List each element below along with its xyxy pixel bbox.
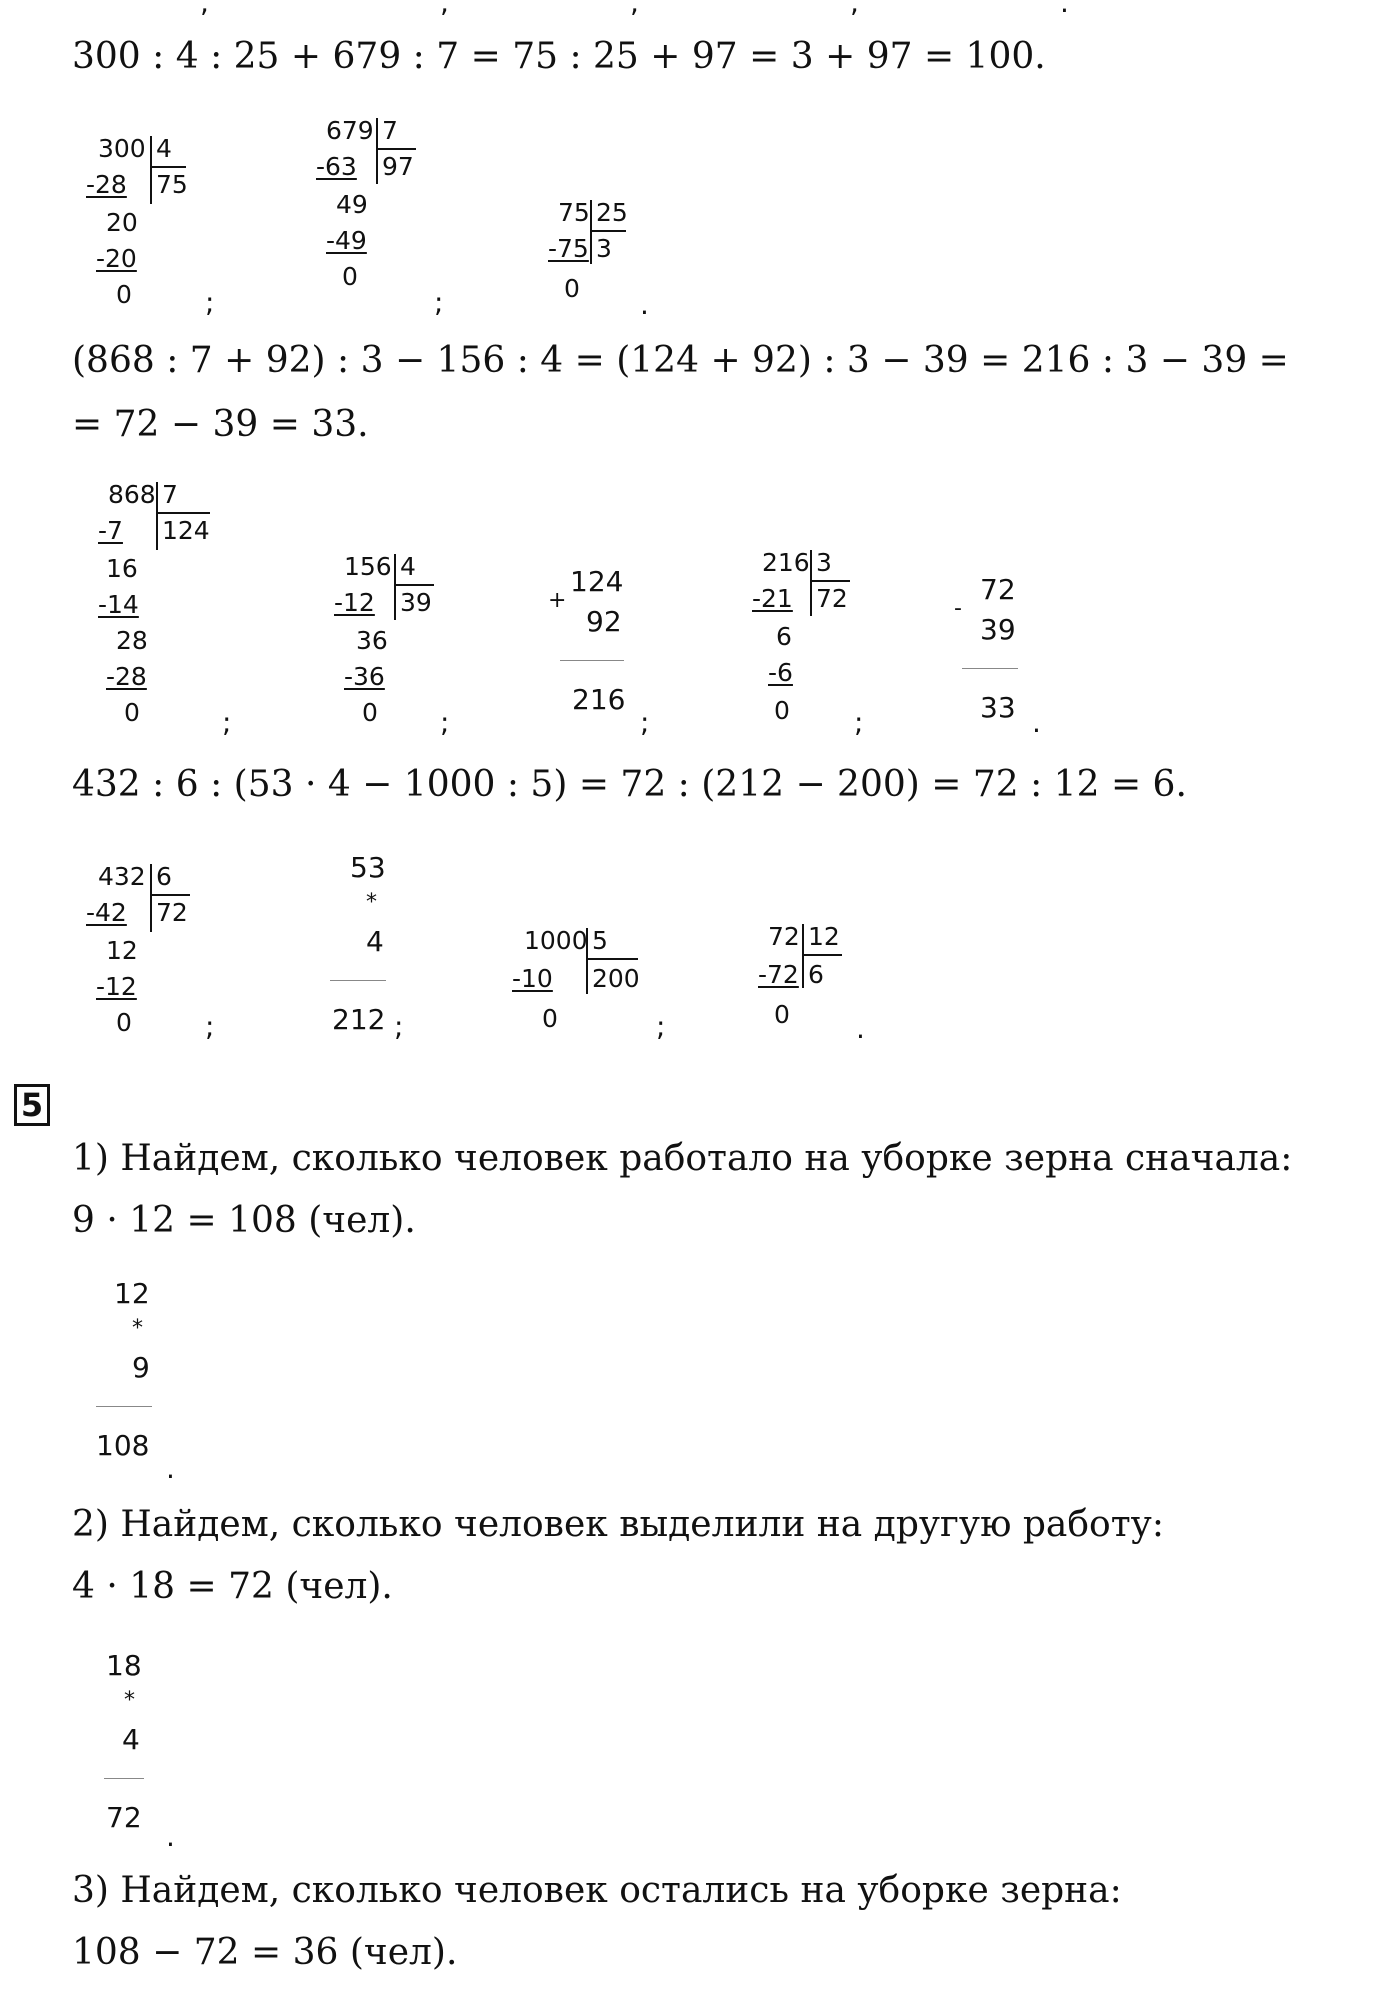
divisor-line bbox=[394, 584, 434, 586]
sum-line bbox=[560, 660, 624, 661]
equation-3: 432 : 6 : (53 · 4 − 1000 : 5) = 72 : (212 − 200) = 72 : 12 = 6. bbox=[72, 764, 1187, 805]
dividend: 300 bbox=[98, 134, 146, 163]
separator: ; bbox=[440, 706, 450, 739]
quotient: 6 bbox=[808, 960, 824, 989]
divisor: 4 bbox=[400, 552, 416, 581]
separator: ; bbox=[434, 286, 444, 319]
quotient: 97 bbox=[382, 152, 414, 181]
product: 212 bbox=[332, 1003, 386, 1036]
subtrahend: -21 bbox=[752, 584, 793, 613]
remainder: 49 bbox=[336, 190, 368, 219]
remainder: 0 bbox=[342, 262, 358, 291]
remainder: 0 bbox=[564, 274, 580, 303]
remainder: 0 bbox=[542, 1004, 558, 1033]
divisor-line bbox=[810, 580, 850, 582]
step-3-equation: 108 − 72 = 36 (чел). bbox=[72, 1932, 458, 1973]
top-fragment: , bbox=[440, 0, 449, 19]
remainder: 12 bbox=[106, 936, 138, 965]
division-bar bbox=[150, 864, 152, 932]
equation-2a: (868 : 7 + 92) : 3 − 156 : 4 = (124 + 92) : 3 − 39 = 216 : 3 − 39 = bbox=[72, 340, 1289, 381]
divisor: 3 bbox=[816, 548, 832, 577]
remainder: 16 bbox=[106, 554, 138, 583]
step-2-equation: 4 · 18 = 72 (чел). bbox=[72, 1566, 393, 1607]
subtrahend: -36 bbox=[344, 662, 385, 691]
subtrahend: -20 bbox=[96, 244, 137, 273]
division-bar bbox=[810, 550, 812, 616]
separator: ; bbox=[205, 286, 215, 319]
separator: . bbox=[166, 1820, 175, 1853]
division-bar bbox=[590, 200, 592, 264]
step-3-text: 3) Найдем, сколько человек остались на уборке зерна: bbox=[72, 1870, 1122, 1911]
multiplicand: 12 bbox=[114, 1277, 150, 1310]
division-bar bbox=[156, 482, 158, 550]
dividend: 216 bbox=[762, 548, 810, 577]
remainder: 0 bbox=[774, 696, 790, 725]
dividend: 679 bbox=[326, 116, 374, 145]
multiplier: 4 bbox=[122, 1723, 140, 1756]
subtrahend: 39 bbox=[980, 613, 1016, 646]
subtrahend: -10 bbox=[512, 964, 553, 993]
remainder: 0 bbox=[124, 698, 140, 727]
quotient: 200 bbox=[592, 964, 640, 993]
dividend: 432 bbox=[98, 862, 146, 891]
remainder: 6 bbox=[776, 622, 792, 651]
subtrahend: -42 bbox=[86, 898, 127, 927]
separator: ; bbox=[205, 1010, 215, 1043]
subtrahend: -49 bbox=[326, 226, 367, 255]
quotient: 39 bbox=[400, 588, 432, 617]
product-line bbox=[96, 1406, 152, 1407]
top-fragment: , bbox=[200, 0, 209, 19]
subtrahend: -28 bbox=[86, 170, 127, 199]
step-1-text: 1) Найдем, сколько человек работало на уборке зерна сначала: bbox=[72, 1138, 1293, 1179]
subtrahend: -7 bbox=[98, 516, 123, 545]
subtrahend: -75 bbox=[548, 234, 589, 263]
quotient: 72 bbox=[156, 898, 188, 927]
difference: 33 bbox=[980, 691, 1016, 724]
remainder: 0 bbox=[116, 1008, 132, 1037]
product-line bbox=[330, 980, 386, 981]
separator: . bbox=[856, 1012, 865, 1045]
dividend: 75 bbox=[558, 198, 590, 227]
quotient: 75 bbox=[156, 170, 188, 199]
quotient: 124 bbox=[162, 516, 210, 545]
task-number-badge: 5 bbox=[14, 1084, 50, 1126]
multiply-sign: * bbox=[132, 1316, 143, 1341]
subtrahend: -63 bbox=[316, 152, 357, 181]
divisor-line bbox=[376, 148, 416, 150]
product: 108 bbox=[96, 1429, 150, 1462]
multiplier: 9 bbox=[132, 1351, 150, 1384]
remainder: 0 bbox=[116, 280, 132, 309]
divisor: 25 bbox=[596, 198, 628, 227]
plus-sign: + bbox=[548, 588, 567, 613]
divisor: 7 bbox=[162, 480, 178, 509]
divisor-line bbox=[156, 512, 210, 514]
top-fragment: , bbox=[850, 0, 859, 19]
addend: 124 bbox=[570, 565, 624, 598]
separator: . bbox=[640, 288, 649, 321]
remainder: 20 bbox=[106, 208, 138, 237]
divisor: 7 bbox=[382, 116, 398, 145]
step-2-text: 2) Найдем, сколько человек выделили на другую работу: bbox=[72, 1504, 1164, 1545]
difference-line bbox=[962, 668, 1018, 669]
multiply-sign: * bbox=[366, 890, 377, 915]
divisor: 6 bbox=[156, 862, 172, 891]
divisor: 4 bbox=[156, 134, 172, 163]
quotient: 72 bbox=[816, 584, 848, 613]
subtrahend: -72 bbox=[758, 960, 799, 989]
division-bar bbox=[802, 924, 804, 988]
separator: . bbox=[166, 1452, 175, 1485]
remainder: 36 bbox=[356, 626, 388, 655]
division-bar bbox=[150, 166, 152, 204]
subtrahend: -14 bbox=[98, 590, 139, 619]
remainder: 0 bbox=[774, 1000, 790, 1029]
addend: 92 bbox=[586, 605, 622, 638]
separator: ; bbox=[640, 706, 650, 739]
remainder: 0 bbox=[362, 698, 378, 727]
multiply-sign: * bbox=[124, 1688, 135, 1713]
separator: . bbox=[1032, 706, 1041, 739]
separator: ; bbox=[656, 1010, 666, 1043]
minus-sign: - bbox=[954, 596, 962, 621]
separator: ; bbox=[394, 1010, 404, 1043]
remainder: 28 bbox=[116, 626, 148, 655]
subtrahend: -6 bbox=[768, 658, 793, 687]
minuend: 72 bbox=[980, 573, 1016, 606]
equation-1: 300 : 4 : 25 + 679 : 7 = 75 : 25 + 97 = 3 + 97 = 100. bbox=[72, 36, 1046, 77]
separator: ; bbox=[854, 706, 864, 739]
separator: ; bbox=[222, 706, 232, 739]
division-bar bbox=[376, 118, 378, 184]
quotient: 3 bbox=[596, 234, 612, 263]
subtrahend: -12 bbox=[96, 972, 137, 1001]
subtrahend: -28 bbox=[106, 662, 147, 691]
sum: 216 bbox=[572, 683, 626, 716]
dividend: 72 bbox=[768, 922, 800, 951]
divisor-line bbox=[150, 166, 186, 168]
divisor-line bbox=[590, 230, 626, 232]
multiplier: 4 bbox=[366, 925, 384, 958]
subtrahend: -12 bbox=[334, 588, 375, 617]
product-line bbox=[104, 1778, 144, 1779]
divisor: 5 bbox=[592, 926, 608, 955]
divisor-line bbox=[802, 954, 842, 956]
step-1-equation: 9 · 12 = 108 (чел). bbox=[72, 1200, 416, 1241]
multiplicand: 53 bbox=[350, 851, 386, 884]
dividend: 1000 bbox=[524, 926, 588, 955]
dividend: 868 bbox=[108, 480, 156, 509]
divisor: 12 bbox=[808, 922, 840, 951]
equation-2b: = 72 − 39 = 33. bbox=[72, 404, 369, 445]
division-bar bbox=[394, 554, 396, 620]
product: 72 bbox=[106, 1801, 142, 1834]
top-fragment: . bbox=[1060, 0, 1069, 19]
dividend: 156 bbox=[344, 552, 392, 581]
top-fragment: , bbox=[630, 0, 639, 19]
division-bar bbox=[586, 928, 588, 994]
divisor-line bbox=[150, 894, 190, 896]
multiplicand: 18 bbox=[106, 1649, 142, 1682]
divisor-line bbox=[586, 958, 638, 960]
